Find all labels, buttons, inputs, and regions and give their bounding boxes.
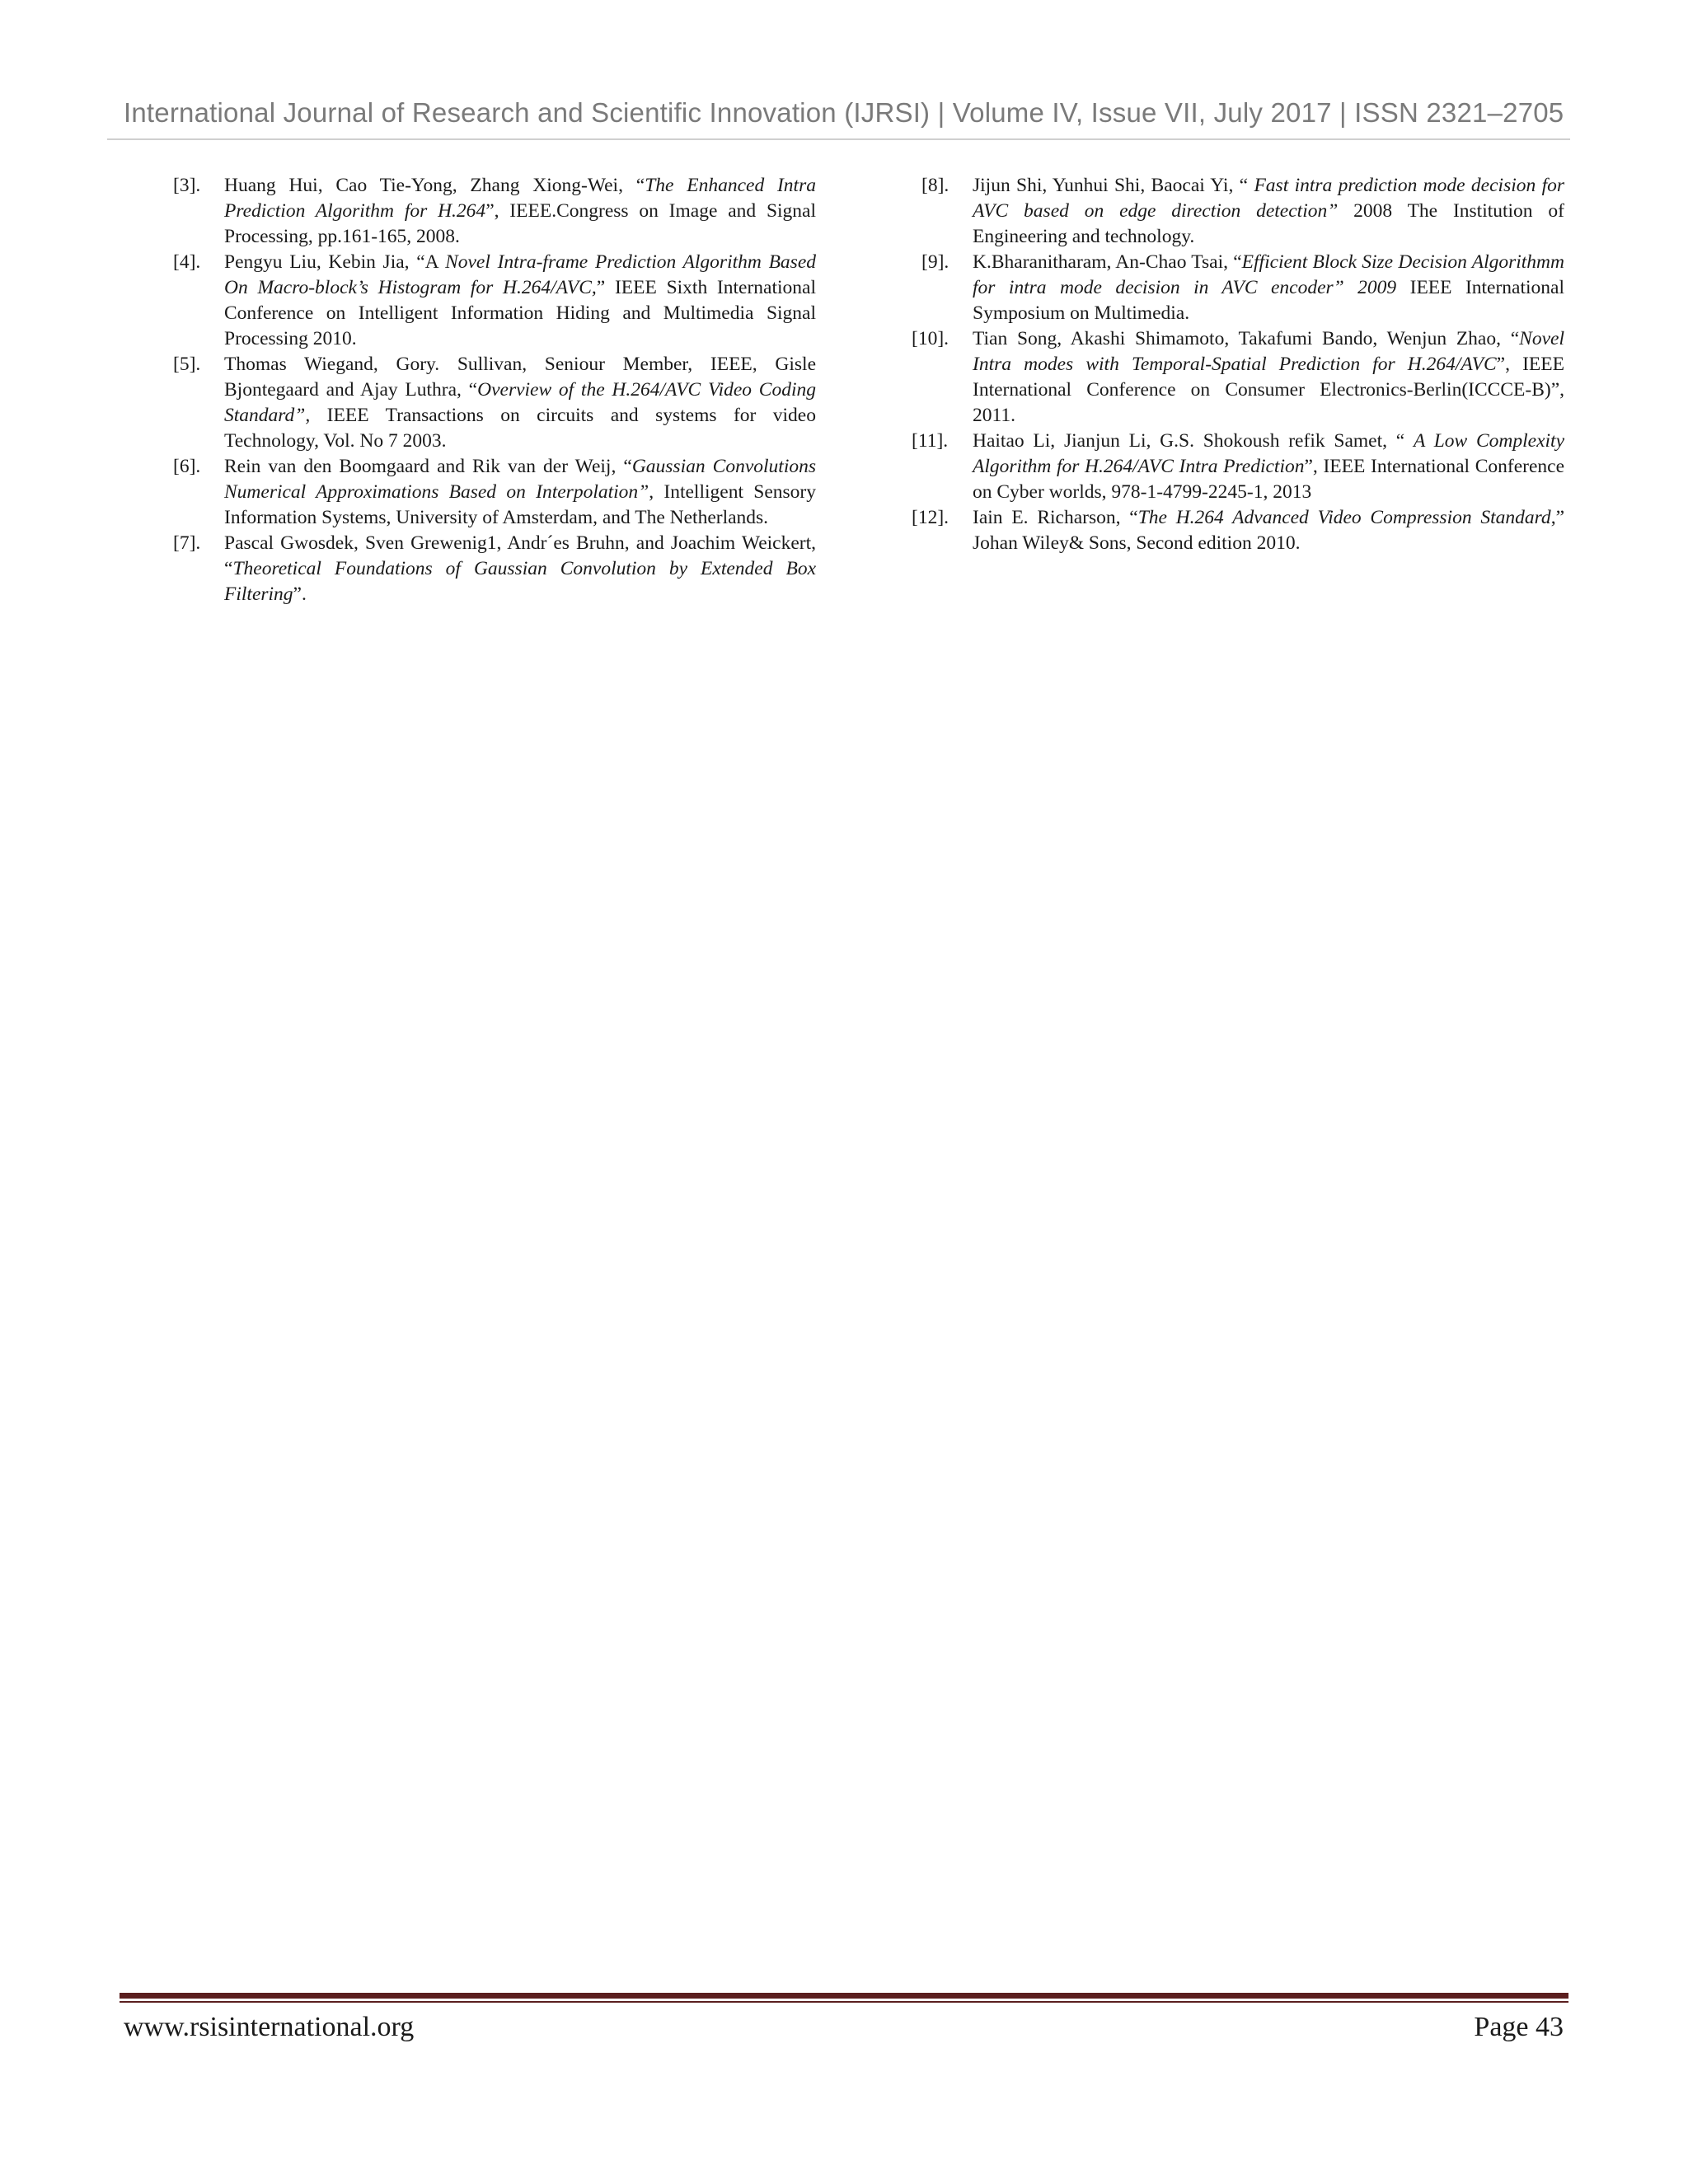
reference-segment: ”. bbox=[293, 583, 307, 605]
footer-divider-thin bbox=[120, 2001, 1568, 2003]
reference-text bbox=[224, 354, 816, 452]
reference-title: The H.264 Advanced Video Compression Standard bbox=[1137, 507, 1551, 528]
footer-website: www.rsisinternational.org bbox=[124, 2012, 415, 2042]
reference-text bbox=[224, 456, 816, 528]
reference-number: [4]. bbox=[173, 251, 201, 273]
reference-segment: ” IEEE Sixth International Conference on Intelligent Information Hiding and Multimedia Signal Processing 2010. bbox=[224, 277, 816, 349]
reference-segment: ”, IEEE.Congress on Image and Signal Processing, pp.161-165, 2008. bbox=[224, 200, 817, 247]
reference-number: [6]. bbox=[173, 456, 201, 477]
reference-segment: Haitao Li, Jianjun Li, G.S. Shokoush refik Samet, “ bbox=[973, 430, 1414, 452]
reference-text bbox=[224, 251, 816, 349]
reference-segment: ”, IEEE International Conference on Cyber worlds, 978-1-4799-2245-1, 2013 bbox=[973, 456, 1564, 503]
reference-title: Gaussian Convolutions Numerical Approximations Based on Interpolation” bbox=[224, 456, 816, 503]
reference-item bbox=[173, 250, 816, 352]
reference-item bbox=[921, 173, 1564, 250]
reference-number: [8]. bbox=[921, 175, 950, 196]
reference-title: Theoretical Foundations of Gaussian Convolution by Extended Box Filtering bbox=[224, 558, 816, 605]
journal-header: International Journal of Research and Scientific Innovation (IJRSI) | Volume IV, Issue VII, July 2017 | ISSN 2321–2705 bbox=[124, 97, 1564, 128]
reference-segment: K.Bharanitharam, An-Chao Tsai, “ bbox=[973, 251, 1242, 273]
reference-segment: , Intelligent Sensory Information Systems, University of Amsterdam, and The Netherlands. bbox=[224, 481, 816, 528]
reference-number: [11]. bbox=[912, 430, 949, 452]
reference-title: Novel Intra-frame Prediction Algorithm Based On Macro-block’s Histogram for H.264/AVC, bbox=[224, 251, 816, 298]
reference-text bbox=[973, 251, 1564, 324]
references-right-column bbox=[912, 173, 1565, 556]
reference-item bbox=[921, 250, 1564, 326]
reference-item bbox=[173, 352, 816, 454]
reference-segment: ,” Johan Wiley& Sons, Second edition 2010. bbox=[973, 507, 1564, 554]
reference-number: [10]. bbox=[912, 328, 950, 349]
reference-segment: Jijun Shi, Yunhui Shi, Baocai Yi, “ bbox=[973, 175, 1254, 196]
reference-segment: Iain E. Richarson, “ bbox=[973, 507, 1138, 528]
reference-title: Fast intra prediction mode decision for AVC based on edge direction detection” bbox=[973, 175, 1565, 222]
reference-item bbox=[912, 326, 1564, 429]
reference-segment: IEEE International Symposium on Multimedia. bbox=[973, 277, 1564, 324]
header-divider bbox=[107, 138, 1570, 140]
reference-item bbox=[173, 531, 816, 607]
reference-text bbox=[973, 430, 1564, 503]
reference-title: A Low Complexity Algorithm for H.264/AVC Intra Prediction bbox=[973, 430, 1564, 477]
reference-segment: IEEE Transactions on circuits and systems for video Technology, Vol. No 7 2003. bbox=[224, 405, 816, 452]
reference-title: Overview of the H.264/AVC Video Coding Standard”, bbox=[224, 379, 816, 426]
reference-text bbox=[973, 328, 1564, 426]
reference-segment: Tian Song, Akashi Shimamoto, Takafumi Bando, Wenjun Zhao, “ bbox=[973, 328, 1520, 349]
reference-segment: Huang Hui, Cao Tie-Yong, Zhang Xiong-Wei, “ bbox=[224, 175, 645, 196]
page-number: Page 43 bbox=[1474, 2012, 1564, 2042]
reference-item bbox=[912, 429, 1564, 505]
reference-title: The Enhanced Intra Prediction Algorithm for H.264 bbox=[224, 175, 816, 222]
reference-item bbox=[173, 454, 816, 531]
references-left-column bbox=[173, 173, 816, 607]
reference-number: [5]. bbox=[173, 354, 201, 375]
reference-text bbox=[973, 175, 1564, 247]
reference-item bbox=[173, 173, 816, 250]
reference-item bbox=[912, 505, 1564, 556]
reference-title: Novel Intra modes with Temporal-Spatial Prediction for H.264/AVC bbox=[973, 328, 1564, 375]
reference-segment: Rein van den Boomgaard and Rik van der Weij, “ bbox=[224, 456, 632, 477]
reference-number: [12]. bbox=[912, 507, 950, 528]
reference-segment: ”, IEEE International Conference on Consumer Electronics-Berlin(ICCCE-B)”, 2011. bbox=[973, 354, 1564, 426]
reference-text bbox=[224, 532, 816, 605]
reference-text bbox=[224, 175, 816, 247]
reference-segment: Pengyu Liu, Kebin Jia, “A bbox=[224, 251, 446, 273]
footer-divider bbox=[120, 1993, 1568, 1999]
reference-number: [3]. bbox=[173, 175, 201, 196]
reference-segment: Pascal Gwosdek, Sven Grewenig1, Andr´es Bruhn, and Joachim Weickert, “ bbox=[224, 532, 816, 579]
reference-segment: 2008 The Institution of Engineering and technology. bbox=[973, 200, 1564, 247]
reference-segment: Thomas Wiegand, Gory. Sullivan, Seniour Member, IEEE, Gisle Bjontegaard and Ajay Luthra, “ bbox=[224, 354, 816, 401]
reference-text bbox=[973, 507, 1564, 554]
reference-number: [9]. bbox=[921, 251, 950, 273]
reference-number: [7]. bbox=[173, 532, 201, 554]
reference-title: Efficient Block Size Decision Algorithmm for intra mode decision in AVC encoder” 2009 bbox=[973, 251, 1564, 298]
